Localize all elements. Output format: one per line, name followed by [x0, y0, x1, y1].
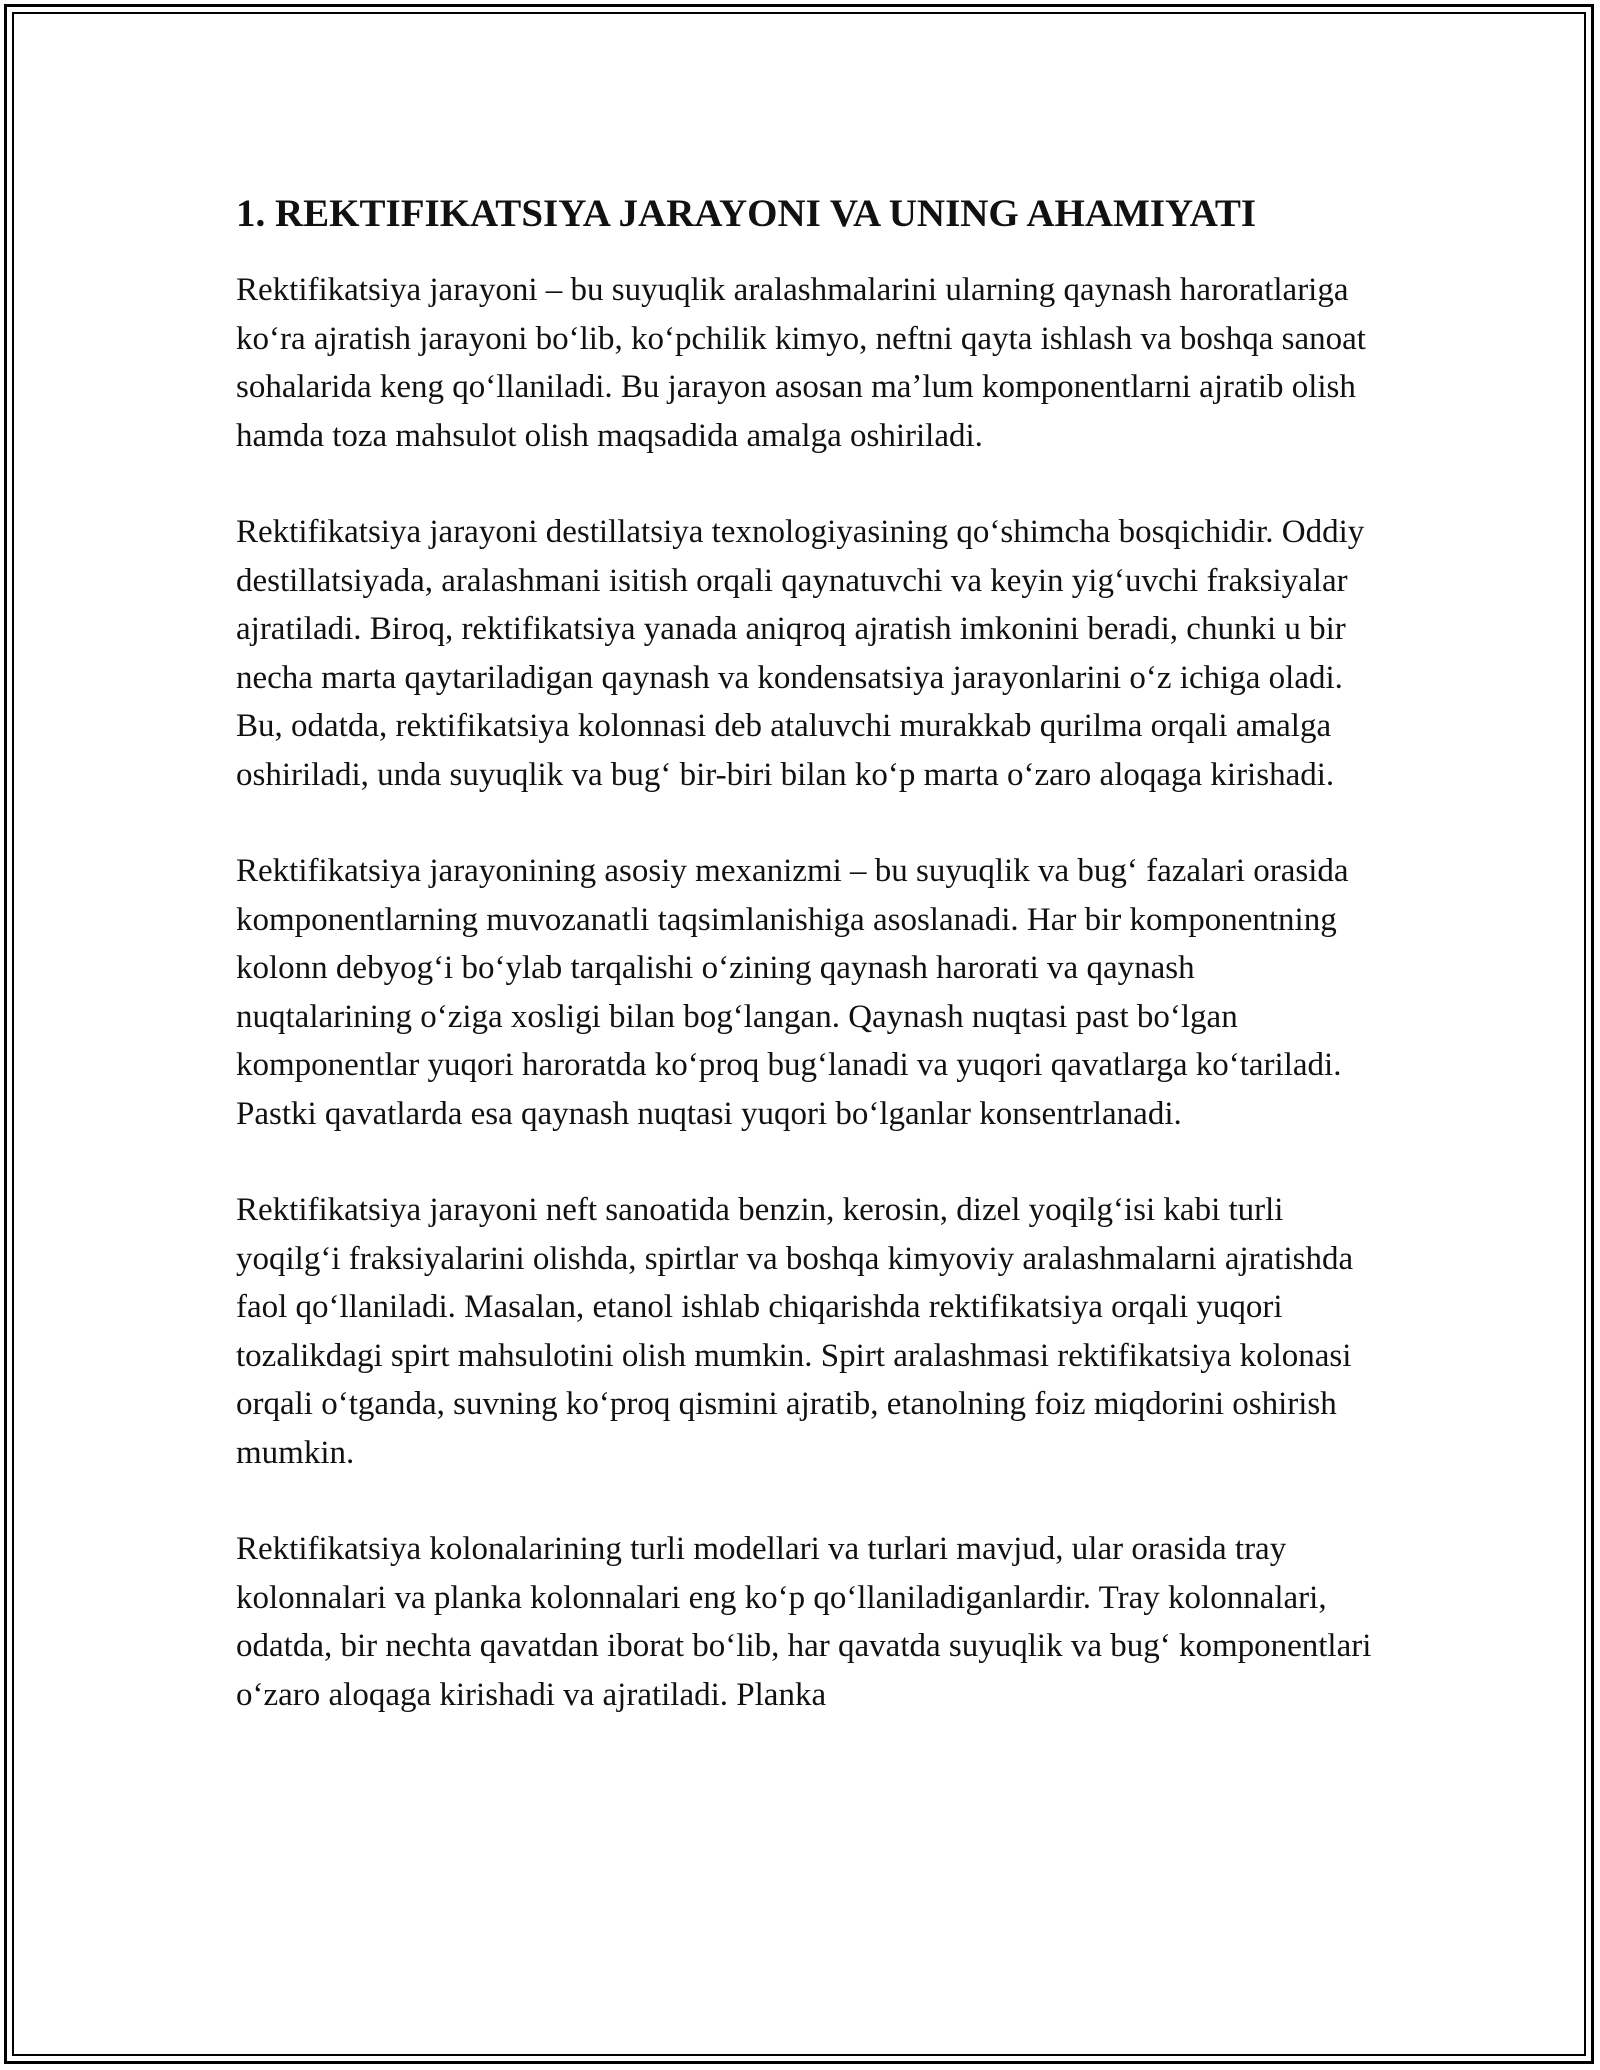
paragraph-2: Rektifikatsiya jarayoni destillatsiya texnologiyasining qoʻshimcha bosqichidir. Oddiy destillatsiyada, aralashmani isitish orqali qaynatuvchi va keyin yigʻuvchi fraksiyalar ajratiladi. Biroq, rektifikatsiya yanada aniqroq ajratish imkonini beradi, chunki u bir necha marta qaytariladigan qaynash va kondensatsiya jarayonlarini oʻz ichiga oladi. Bu, odatda, rektifikatsiya kolonnasi deb ataluvchi murakkab qurilma orqali amalga oshiriladi, unda suyuqlik va bugʻ bir-biri bilan koʻp marta oʻzaro aloqaga kirishadi.	[236, 514, 1365, 793]
paragraph-3: Rektifikatsiya jarayonining asosiy mexanizmi – bu suyuqlik va bugʻ fazalari orasida komponentlarning muvozanatli taqsimlanishiga asoslanadi. Har bir komponentning kolonn debyogʻi boʻylab tarqalishi oʻzining qaynash harorati va qaynash nuqtalarining oʻziga xosligi bilan bogʻlangan. Qaynash nuqtasi past boʻlgan komponentlar yuqori haroratda koʻproq bugʻlanadi va yuqori qavatlarga koʻtariladi. Pastki qavatlarda esa qaynash nuqtasi yuqori boʻlganlar konsentrlanadi.	[236, 853, 1349, 1132]
section-heading: 1. REKTIFIKATSIYA JARAYONI VA UNING AHAMIYATI	[236, 192, 1257, 235]
document-body	[236, 186, 1376, 1767]
paragraph-4: Rektifikatsiya jarayoni neft sanoatida benzin, kerosin, dizel yoqilgʻisi kabi turli yoqilgʻi fraksiyalarini olishda, spirtlar va boshqa kimyoviy aralashmalarni ajratishda faol qoʻllaniladi. Masalan, etanol ishlab chiqarishda rektifikatsiya orqali yuqori tozalikdagi spirt mahsulotini olish mumkin. Spirt aralashmasi rektifikatsiya kolonasi orqali oʻtganda, suvning koʻproq qismini ajratib, etanolning foiz miqdorini oshirish mumkin.	[236, 1192, 1354, 1471]
paragraph-1: Rektifikatsiya jarayoni – bu suyuqlik aralashmalarini ularning qaynash haroratlariga koʻra ajratish jarayoni boʻlib, koʻpchilik kimyo, neftni qayta ishlash va boshqa sanoat sohalarida keng qoʻllaniladi. Bu jarayon asosan maʼlum komponentlarni ajratib olish hamda toza mahsulot olish maqsadida amalga oshiriladi.	[236, 272, 1366, 454]
paragraph-5: Rektifikatsiya kolonalarining turli modellari va turlari mavjud, ular orasida tray kolonnalari va planka kolonnalari eng koʻp qoʻllaniladiganlardir. Tray kolonnalari, odatda, bir nechta qavatdan iborat boʻlib, har qavatda suyuqlik va bugʻ komponentlari oʻzaro aloqaga kirishadi va ajratiladi. Planka	[236, 1531, 1372, 1713]
